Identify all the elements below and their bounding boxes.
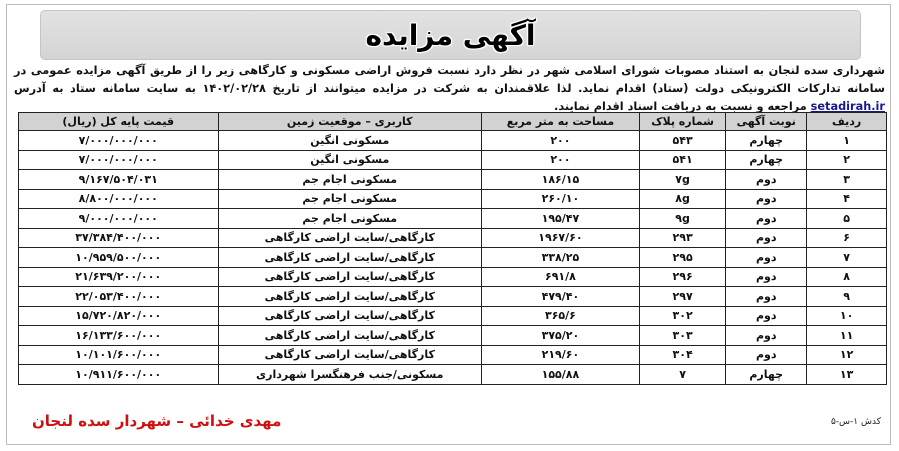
cell-area: ۳۶۵/۶ <box>481 306 639 326</box>
cell-area: ۲۶۰/۱۰ <box>481 189 639 209</box>
table-row <box>19 248 887 268</box>
table-row <box>19 306 887 326</box>
cell-row-number: ۵ <box>807 209 887 229</box>
cell-price: ۳۷/۳۸۴/۴۰۰/۰۰۰ <box>19 228 219 248</box>
cell-use: کارگاهی/سایت اراضی کارگاهی <box>218 345 481 365</box>
cell-price: ۹/۰۰۰/۰۰۰/۰۰۰ <box>19 209 219 229</box>
cell-turn: چهارم <box>726 150 807 170</box>
cell-plak: ۹g <box>639 209 725 229</box>
cell-price: ۹/۱۶۷/۵۰۴/۰۳۱ <box>19 170 219 190</box>
cell-use: کارگاهی/سایت اراضی کارگاهی <box>218 326 481 346</box>
cell-use: کارگاهی/سایت اراضی کارگاهی <box>218 306 481 326</box>
table-row <box>19 326 887 346</box>
cell-row-number: ۸ <box>807 267 887 287</box>
cell-row-number: ۷ <box>807 248 887 268</box>
cell-use: کارگاهی/سایت اراضی کارگاهی <box>218 228 481 248</box>
table-row <box>19 228 887 248</box>
cell-use: مسکونی/جنب فرهنگسرا شهرداری <box>218 365 481 385</box>
cell-plak: ۲۹۷ <box>639 287 725 307</box>
cell-area: ۶۹۱/۸ <box>481 267 639 287</box>
cell-plak: ۵۴۳ <box>639 131 725 151</box>
table-row <box>19 267 887 287</box>
cell-plak: ۷ <box>639 365 725 385</box>
cell-plak: ۳۰۴ <box>639 345 725 365</box>
header-row-number: ردیف <box>807 113 887 131</box>
auction-table <box>18 112 887 385</box>
table-row <box>19 209 887 229</box>
cell-price: ۱۰/۹۱۱/۶۰۰/۰۰۰ <box>19 365 219 385</box>
cell-use: کارگاهی/سایت اراضی کارگاهی <box>218 287 481 307</box>
cell-use: مسکونی اجام جم <box>218 209 481 229</box>
cell-turn: چهارم <box>726 365 807 385</box>
cell-turn: دوم <box>726 306 807 326</box>
cell-row-number: ۴ <box>807 189 887 209</box>
table-header-row <box>19 113 887 131</box>
cell-use: مسکونی انگین <box>218 150 481 170</box>
cell-area: ۴۷۹/۴۰ <box>481 287 639 307</box>
page-title: آگهی مزایده <box>365 18 536 52</box>
cell-area: ۱۹۵/۴۷ <box>481 209 639 229</box>
cell-row-number: ۱۰ <box>807 306 887 326</box>
cell-turn: دوم <box>726 326 807 346</box>
cell-row-number: ۶ <box>807 228 887 248</box>
cell-use: مسکونی اجام جم <box>218 170 481 190</box>
cell-price: ۲۱/۶۳۹/۲۰۰/۰۰۰ <box>19 267 219 287</box>
cell-turn: دوم <box>726 209 807 229</box>
cell-use: کارگاهی/سایت اراضی کارگاهی <box>218 248 481 268</box>
cell-row-number: ۹ <box>807 287 887 307</box>
cell-row-number: ۳ <box>807 170 887 190</box>
cell-turn: دوم <box>726 287 807 307</box>
header-plak: شماره پلاک <box>639 113 725 131</box>
table-row <box>19 150 887 170</box>
document-code: کدش ۱-س-۵ <box>830 417 881 427</box>
cell-turn: چهارم <box>726 131 807 151</box>
cell-use: مسکونی انگین <box>218 131 481 151</box>
header-use: کاربری – موقعیت زمین <box>218 113 481 131</box>
cell-plak: ۲۹۵ <box>639 248 725 268</box>
cell-area: ۳۷۵/۲۰ <box>481 326 639 346</box>
cell-price: ۷/۰۰۰/۰۰۰/۰۰۰ <box>19 131 219 151</box>
cell-price: ۷/۰۰۰/۰۰۰/۰۰۰ <box>19 150 219 170</box>
header-turn: نوبت آگهی <box>726 113 807 131</box>
cell-turn: دوم <box>726 267 807 287</box>
website-link[interactable]: setadirah.ir <box>810 100 885 113</box>
signature: مهدی خدائی – شهردار سده لنجان <box>32 412 282 430</box>
table-row <box>19 131 887 151</box>
title-banner <box>40 10 861 60</box>
cell-area: ۳۳۸/۲۵ <box>481 248 639 268</box>
cell-price: ۱۶/۱۳۳/۶۰۰/۰۰۰ <box>19 326 219 346</box>
cell-price: ۱۵/۷۲۰/۸۲۰/۰۰۰ <box>19 306 219 326</box>
cell-price: ۲۲/۰۵۳/۴۰۰/۰۰۰ <box>19 287 219 307</box>
cell-turn: دوم <box>726 248 807 268</box>
cell-plak: ۳۰۲ <box>639 306 725 326</box>
cell-plak: ۷g <box>639 170 725 190</box>
cell-row-number: ۲ <box>807 150 887 170</box>
cell-row-number: ۱ <box>807 131 887 151</box>
cell-turn: دوم <box>726 170 807 190</box>
header-price: قیمت پایه کل (ریال) <box>19 113 219 131</box>
cell-plak: ۲۹۶ <box>639 267 725 287</box>
cell-turn: دوم <box>726 345 807 365</box>
table-row <box>19 365 887 385</box>
cell-area: ۱۵۵/۸۸ <box>481 365 639 385</box>
intro-text: شهرداری سده لنجان به استناد مصوبات شورای اسلامی شهر در نظر دارد نسبت فروش اراضی مسکونی و کارگاهی زیر را از طریق آگهی مزایده عمومی در سامانه تدارکات الکترونیکی دولت (ستاد) اقدام نماید. لذا علاقمندان به شرکت در مزایده میتوانند از تاریخ ۱۴۰۲/۰۲/۲۸ به سایت سامانه ستاد به آدرس <box>14 64 885 95</box>
table-row <box>19 189 887 209</box>
header-area: مساحت به متر مربع <box>481 113 639 131</box>
cell-row-number: ۱۱ <box>807 326 887 346</box>
cell-row-number: ۱۲ <box>807 345 887 365</box>
intro-text-end: مراجعه و نسبت به دریافت اسناد اقدام نمایند. <box>554 100 807 113</box>
cell-turn: دوم <box>726 228 807 248</box>
cell-area: ۱۸۶/۱۵ <box>481 170 639 190</box>
cell-area: ۲۰۰ <box>481 131 639 151</box>
cell-use: مسکونی اجام جم <box>218 189 481 209</box>
table-row <box>19 170 887 190</box>
cell-plak: ۸g <box>639 189 725 209</box>
cell-turn: دوم <box>726 189 807 209</box>
cell-area: ۲۰۰ <box>481 150 639 170</box>
cell-row-number: ۱۳ <box>807 365 887 385</box>
table-row <box>19 287 887 307</box>
cell-price: ۱۰/۹۵۹/۵۰۰/۰۰۰ <box>19 248 219 268</box>
cell-plak: ۳۰۳ <box>639 326 725 346</box>
cell-plak: ۲۹۳ <box>639 228 725 248</box>
cell-area: ۲۱۹/۶۰ <box>481 345 639 365</box>
cell-use: کارگاهی/سایت اراضی کارگاهی <box>218 267 481 287</box>
cell-area: ۱۹۶۷/۶۰ <box>481 228 639 248</box>
cell-plak: ۵۴۱ <box>639 150 725 170</box>
intro-paragraph <box>14 62 885 116</box>
cell-price: ۱۰/۱۰۱/۶۰۰/۰۰۰ <box>19 345 219 365</box>
table-row <box>19 345 887 365</box>
cell-price: ۸/۸۰۰/۰۰۰/۰۰۰ <box>19 189 219 209</box>
